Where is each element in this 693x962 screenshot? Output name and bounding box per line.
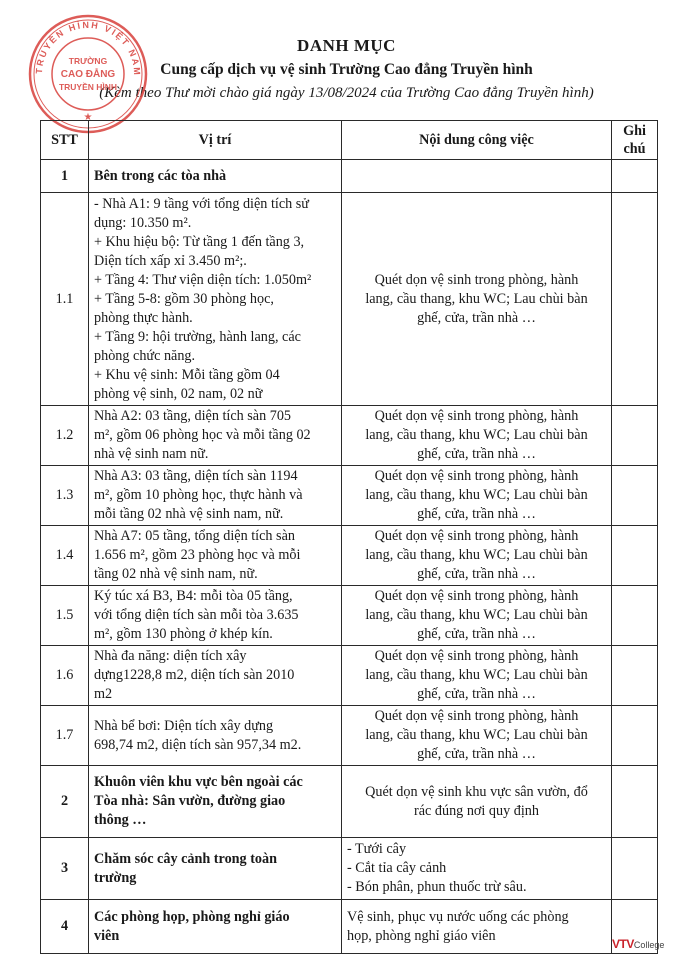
work-line: lang, cầu thang, khu WC; Lau chùi bàn (365, 607, 588, 623)
location-line: m², gồm 06 phòng học và mỗi tầng 02 (94, 427, 311, 443)
cell-stt: 1.3 (41, 466, 89, 526)
location-line: Tòa nhà: Sân vườn, đường giao (94, 793, 286, 809)
location-line: phòng vệ sinh, 02 nam, 02 nữ (94, 385, 263, 402)
cell-stt: 2 (41, 766, 89, 838)
work-line: - Tưới cây (347, 841, 407, 857)
cell-location (89, 900, 342, 954)
location-line: + Tầng 5-8: gồm 30 phòng học, (94, 290, 274, 307)
table-row (41, 706, 658, 766)
location-line: phòng thực hành. (94, 309, 193, 326)
work-line: ghế, cửa, trần nhà … (417, 506, 536, 522)
location-line: Nhà đa năng: diện tích xây (94, 648, 247, 664)
location-line: + Khu vệ sinh: Mỗi tầng gồm 04 (94, 366, 280, 383)
work-line: họp, phòng nghỉ giáo viên (347, 927, 496, 944)
location-line: Nhà A7: 05 tầng, tổng diện tích sàn (94, 528, 295, 544)
location-line: trường (94, 869, 137, 886)
location-line: dựng1228,8 m2, diện tích sàn 2010 (94, 667, 295, 683)
work-line: lang, cầu thang, khu WC; Lau chùi bàn (365, 487, 588, 503)
cell-note (612, 406, 658, 466)
cell-location (89, 706, 342, 766)
work-line: Quét dọn vệ sinh trong phòng, hành (374, 648, 579, 664)
header-location: Vị trí (89, 121, 342, 160)
cell-stt: 1.5 (41, 586, 89, 646)
svg-text:TRUYỀN HÌNH VIỆT NAM: TRUYỀN HÌNH VIỆT NAM (33, 19, 143, 77)
table-header-row (41, 121, 658, 160)
location-line: dụng: 10.350 m². (94, 214, 192, 231)
work-line: Quét dọn vệ sinh khu vực sân vườn, đổ (365, 783, 588, 800)
header-note: Ghi chú (612, 121, 658, 160)
table-row (41, 193, 658, 406)
cell-note (612, 766, 658, 838)
cell-stt: 1.2 (41, 406, 89, 466)
header-work: Nội dung công việc (342, 121, 612, 160)
cell-work (342, 900, 612, 954)
work-line: Quét dọn vệ sinh trong phòng, hành (374, 408, 579, 424)
svg-text:CAO ĐẲNG: CAO ĐẲNG (60, 69, 116, 80)
table-row (41, 838, 658, 900)
location-line: thông … (94, 812, 147, 828)
work-line: - Bón phân, phun thuốc trừ sâu. (347, 879, 527, 895)
location-line: Nhà A2: 03 tầng, diện tích sàn 705 (94, 408, 292, 424)
work-line: ghế, cửa, trần nhà … (417, 446, 536, 462)
location-line: Các phòng họp, phòng nghỉ giáo (94, 908, 290, 925)
cell-stt: 1.7 (41, 706, 89, 766)
location-line: + Tầng 9: hội trường, hành lang, các (94, 328, 301, 345)
cell-location (89, 526, 342, 586)
vtv-college-watermark (612, 935, 664, 953)
table-row (41, 526, 658, 586)
work-line: Vệ sinh, phục vụ nước uống các phòng (347, 908, 569, 925)
svg-text:TRƯỜNG: TRƯỜNG (68, 56, 108, 66)
work-line: lang, cầu thang, khu WC; Lau chùi bàn (365, 427, 588, 443)
location-line: 698,74 m2, diện tích sàn 957,34 m2. (94, 736, 302, 753)
service-table (40, 120, 658, 954)
work-line: ghế, cửa, trần nhà … (417, 309, 536, 326)
table-row (41, 586, 658, 646)
table-row (41, 646, 658, 706)
work-line: lang, cầu thang, khu WC; Lau chùi bàn (365, 667, 588, 683)
work-line: lang, cầu thang, khu WC; Lau chùi bàn (365, 290, 588, 307)
location-line: Nhà bể bơi: Diện tích xây dựng (94, 717, 274, 734)
table-row (41, 466, 658, 526)
location-line: + Khu hiệu bộ: Từ tầng 1 đến tầng 3, (94, 233, 305, 250)
cell-work (342, 406, 612, 466)
cell-note (612, 160, 658, 193)
cell-stt: 1.4 (41, 526, 89, 586)
cell-work (342, 526, 612, 586)
cell-location (89, 766, 342, 838)
location-line: Ký túc xá B3, B4: mỗi tòa 05 tầng, (94, 588, 293, 604)
cell-location (89, 406, 342, 466)
location-line: - Nhà A1: 9 tầng với tổng diện tích sử (94, 195, 309, 212)
cell-location (89, 838, 342, 900)
cell-work (342, 193, 612, 406)
cell-work (342, 766, 612, 838)
location-line: mỗi tầng 02 nhà vệ sinh nam, nữ. (94, 506, 284, 522)
cell-location (89, 160, 342, 193)
location-line: m², gồm 130 phòng ở khép kín. (94, 626, 273, 642)
cell-work (342, 586, 612, 646)
location-line: Bên trong các tòa nhà (94, 167, 227, 184)
cell-location (89, 646, 342, 706)
document-title: DANH MỤC (297, 36, 396, 55)
cell-work (342, 706, 612, 766)
cell-location (89, 586, 342, 646)
work-line: ghế, cửa, trần nhà … (417, 566, 536, 582)
work-line: rác đúng nơi quy định (414, 802, 539, 819)
location-line: với tổng diện tích sàn mỗi tòa 3.635 (94, 607, 299, 623)
cell-note (612, 838, 658, 900)
cell-work (342, 646, 612, 706)
cell-location (89, 466, 342, 526)
cell-location (89, 193, 342, 406)
header-stt: STT (41, 121, 89, 160)
table-row (41, 766, 658, 838)
work-line: ghế, cửa, trần nhà … (417, 686, 536, 702)
brand-suffix: College (633, 940, 665, 950)
work-line: Quét dọn vệ sinh trong phòng, hành (374, 271, 579, 288)
work-line: ghế, cửa, trần nhà … (417, 746, 536, 762)
cell-work (342, 466, 612, 526)
svg-text:★: ★ (83, 112, 93, 123)
svg-text:TRUYỀN HÌNH: TRUYỀN HÌNH (58, 82, 118, 92)
location-line: viên (94, 927, 120, 944)
cell-note (612, 646, 658, 706)
cell-note (612, 526, 658, 586)
table-row (41, 160, 658, 193)
document-subtitle: Cung cấp dịch vụ vệ sinh Trường Cao đẳng Truyền hình (160, 61, 533, 78)
work-line: - Cắt tỉa cây cảnh (347, 860, 447, 876)
work-line: ghế, cửa, trần nhà … (417, 626, 536, 642)
table-row (41, 900, 658, 954)
cell-stt: 1 (41, 160, 89, 193)
cell-note (612, 466, 658, 526)
work-line: Quét dọn vệ sinh trong phòng, hành (374, 468, 579, 484)
location-line: Nhà A3: 03 tầng, diện tích sàn 1194 (94, 468, 298, 484)
location-line: m², gồm 10 phòng học, thực hành và (94, 487, 303, 503)
document-note: (Kèm theo Thư mời chào giá ngày 13/08/2024 của Trường Cao đẳng Truyền hình) (99, 85, 594, 101)
location-line: + Tầng 4: Thư viện diện tích: 1.050m² (94, 271, 312, 288)
location-line: Diện tích xấp xỉ 3.450 m²;. (94, 252, 247, 269)
location-line: 1.656 m², gồm 23 phòng học và mỗi (94, 547, 301, 563)
cell-work (342, 838, 612, 900)
cell-stt: 3 (41, 838, 89, 900)
table-row (41, 406, 658, 466)
cell-note (612, 586, 658, 646)
cell-note (612, 706, 658, 766)
cell-stt: 4 (41, 900, 89, 954)
location-line: Khuôn viên khu vực bên ngoài các (94, 774, 303, 790)
cell-note (612, 193, 658, 406)
cell-stt: 1.1 (41, 193, 89, 406)
work-line: Quét dọn vệ sinh trong phòng, hành (374, 708, 579, 724)
work-line: lang, cầu thang, khu WC; Lau chùi bàn (365, 727, 588, 743)
location-line: m2 (94, 686, 113, 702)
work-line: Quét dọn vệ sinh trong phòng, hành (374, 588, 579, 604)
location-line: phòng chức năng. (94, 347, 196, 364)
cell-stt: 1.6 (41, 646, 89, 706)
location-line: Chăm sóc cây cảnh trong toàn (94, 850, 277, 867)
location-line: tầng 02 nhà vệ sinh nam, nữ. (94, 566, 258, 582)
work-line: lang, cầu thang, khu WC; Lau chùi bàn (365, 547, 588, 563)
location-line: nhà vệ sinh nam nữ. (94, 446, 209, 462)
school-seal-stamp (26, 12, 150, 136)
cell-work (342, 160, 612, 193)
brand-logo-text: VTV (612, 937, 634, 951)
work-line: Quét dọn vệ sinh trong phòng, hành (374, 528, 579, 544)
